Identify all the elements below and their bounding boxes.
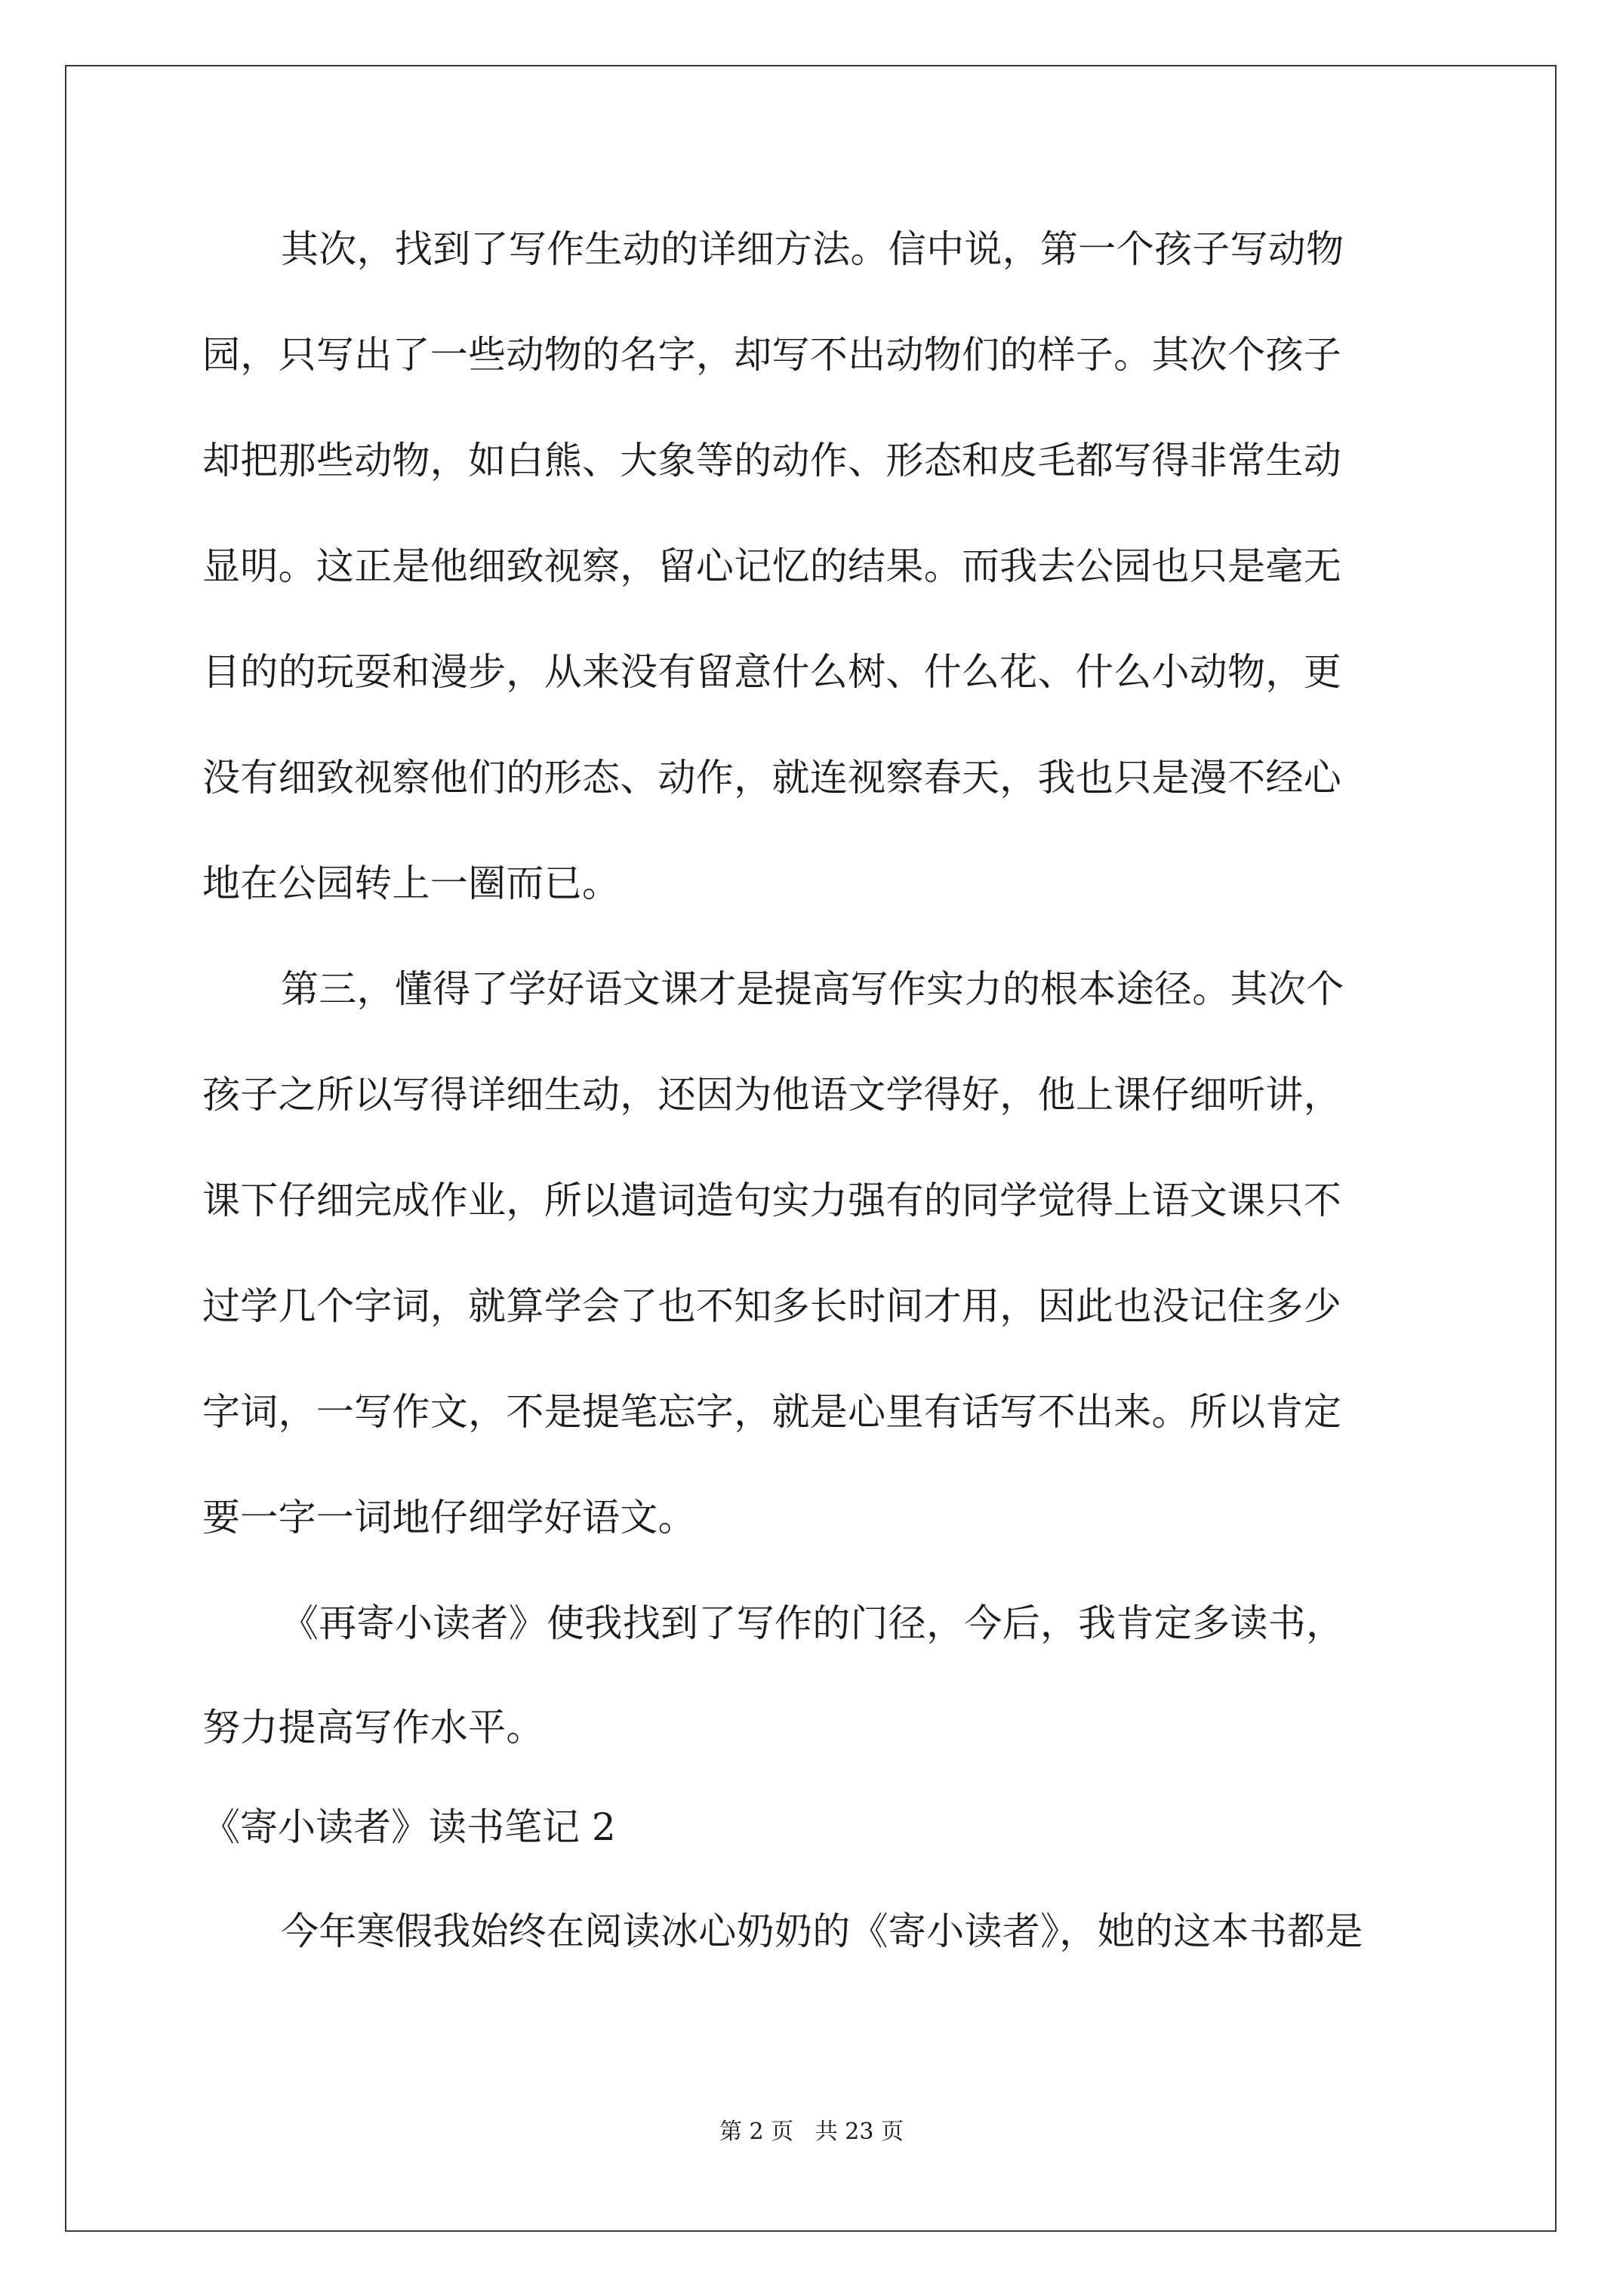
paragraph-1-line-2: 园，只写出了一些动物的名字，却写不出动物们的样子。其次个孩子 [202,333,1341,377]
paragraph-3-line-1: 《再寄小读者》使我找到了写作的门径，今后，我肯定多读书， [281,1601,1344,1645]
paragraph-3-line-2: 努力提高写作水平。 [202,1706,544,1749]
page-footer: 第 2 页 共 23 页 [719,2119,904,2145]
page-border [65,65,1557,2232]
paragraph-4-line-1: 今年寒假我始终在阅读冰心奶奶的《寄小读者》，她的这本书都是 [281,1909,1363,1953]
paragraph-1-line-3: 却把那些动物，如白熊、大象等的动作、形态和皮毛都写得非常生动 [202,439,1341,482]
paragraph-2-line-6: 要一字一词地仔细学好语文。 [202,1496,696,1539]
paragraph-1-line-4: 显明。这正是他细致视察，留心记忆的结果。而我去公园也只是毫无 [202,544,1341,588]
paragraph-1-line-5: 目的的玩耍和漫步，从来没有留意什么树、什么花、什么小动物，更 [202,650,1341,694]
paragraph-2-line-1: 第三，懂得了学好语文课才是提高写作实力的根本途径。其次个 [281,967,1344,1011]
paragraph-2-line-3: 课下仔细完成作业，所以遣词造句实力强有的同学觉得上语文课只不 [202,1179,1341,1222]
paragraph-1-line-7: 地在公园转上一圈而已。 [202,861,621,905]
paragraph-1-line-1: 其次，找到了写作生动的详细方法。信中说，第一个孩子写动物 [281,227,1344,271]
paragraph-2-line-4: 过学几个字词，就算学会了也不知多长时间才用，因此也没记住多少 [202,1284,1341,1328]
paragraph-2-line-5: 字词，一写作文，不是提笔忘字，就是心里有话写不出来。所以肯定 [202,1390,1341,1434]
section-heading: 《寄小读者》读书笔记 2 [202,1805,616,1849]
paragraph-2-line-2: 孩子之所以写得详细生动，还因为他语文学得好，他上课仔细听讲， [202,1073,1341,1117]
paragraph-1-line-6: 没有细致视察他们的形态、动作，就连视察春天，我也只是漫不经心 [202,756,1341,800]
